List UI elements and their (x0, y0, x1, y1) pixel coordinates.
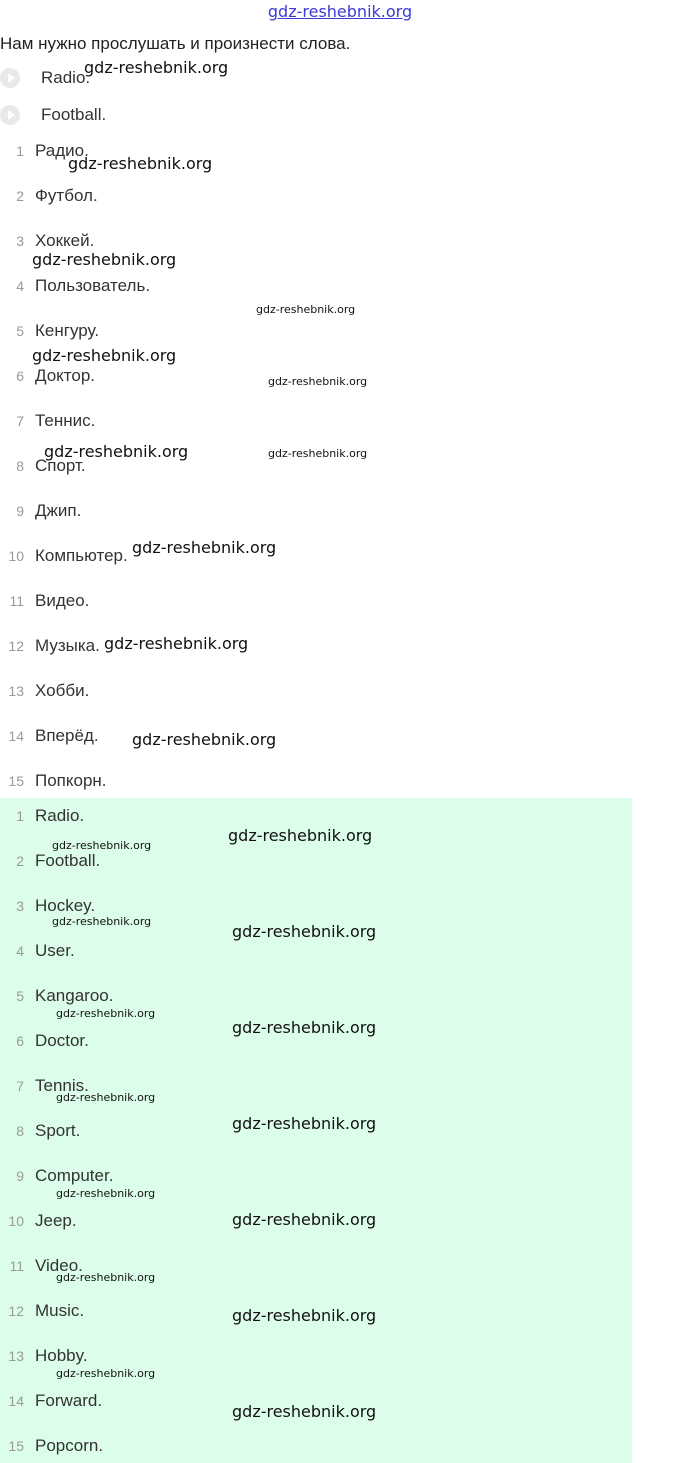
item-word: Forward. (35, 1391, 103, 1410)
list-item (0, 275, 150, 297)
item-word: Кенгуру. (35, 321, 100, 340)
list-item (0, 725, 99, 747)
item-number: 3 (16, 898, 24, 914)
watermark: gdz-reshebnik.org (84, 58, 229, 77)
watermark: gdz-reshebnik.org (232, 1018, 377, 1037)
item-number: 5 (16, 323, 24, 339)
item-number: 2 (16, 188, 24, 204)
item-number: 1 (16, 143, 24, 159)
item-number: 10 (8, 1213, 24, 1229)
list-item (0, 545, 128, 567)
list-item (0, 320, 99, 342)
item-word: Видео. (35, 591, 90, 610)
watermark: gdz-reshebnik.org (32, 250, 177, 269)
item-word: Вперёд. (35, 726, 99, 745)
item-word: Попкорн. (35, 771, 107, 790)
item-number: 8 (16, 458, 24, 474)
audio-item-football[interactable] (0, 104, 106, 126)
list-item (0, 985, 113, 1007)
watermark: gdz-reshebnik.org (56, 1187, 156, 1200)
item-number: 1 (16, 808, 24, 824)
item-number: 15 (8, 773, 24, 789)
item-number: 14 (8, 728, 24, 744)
item-number: 7 (16, 1078, 24, 1094)
item-word: Доктор. (35, 366, 96, 385)
list-item (0, 895, 95, 917)
watermark: gdz-reshebnik.org (56, 1091, 156, 1104)
item-word: Пользователь. (35, 276, 151, 295)
item-word: Tennis. (35, 1076, 89, 1095)
list-item (0, 500, 81, 522)
list-item (0, 850, 100, 872)
watermark: gdz-reshebnik.org (132, 730, 277, 749)
item-number: 7 (16, 413, 24, 429)
list-item (0, 410, 95, 432)
list-item (0, 365, 95, 387)
item-number: 14 (8, 1393, 24, 1409)
list-item (0, 590, 89, 612)
play-icon[interactable] (0, 105, 20, 125)
play-icon[interactable] (0, 68, 20, 88)
item-number: 6 (16, 368, 24, 384)
item-word: Компьютер. (35, 546, 128, 565)
list-item (0, 185, 98, 207)
watermark: gdz-reshebnik.org (256, 303, 356, 316)
item-number: 4 (16, 943, 24, 959)
list-item (0, 805, 84, 827)
item-word: Doctor. (35, 1031, 89, 1050)
item-number: 9 (16, 503, 24, 519)
watermark: gdz-reshebnik.org (52, 839, 152, 852)
item-word: Хоккей. (35, 231, 95, 250)
site-link[interactable]: gdz-reshebnik.org (267, 2, 413, 21)
list-item (0, 1030, 89, 1052)
item-word: Музыка. (35, 636, 100, 655)
item-word: User. (35, 941, 75, 960)
item-word: Теннис. (35, 411, 96, 430)
list-item (0, 230, 94, 252)
item-word: Music. (35, 1301, 85, 1320)
item-number: 12 (8, 1303, 24, 1319)
list-item (0, 770, 107, 792)
item-word: Hobby. (35, 1346, 88, 1365)
item-number: 15 (8, 1438, 24, 1454)
watermark: gdz-reshebnik.org (32, 346, 177, 365)
audio-label: Football. (41, 105, 107, 124)
item-number: 9 (16, 1168, 24, 1184)
list-item (0, 1210, 77, 1232)
audio-item-radio[interactable] (0, 67, 90, 89)
list-item (0, 940, 75, 962)
list-item (0, 1165, 113, 1187)
item-word: Хобби. (35, 681, 90, 700)
watermark: gdz-reshebnik.org (268, 447, 368, 460)
item-number: 6 (16, 1033, 24, 1049)
item-number: 11 (9, 593, 24, 609)
watermark: gdz-reshebnik.org (104, 634, 249, 653)
item-word: Hockey. (35, 896, 96, 915)
item-word: Jeep. (35, 1211, 77, 1230)
list-item (0, 1300, 84, 1322)
item-number: 3 (16, 233, 24, 249)
watermark: gdz-reshebnik.org (68, 154, 213, 173)
watermark: gdz-reshebnik.org (56, 1007, 156, 1020)
item-number: 11 (9, 1258, 24, 1274)
item-number: 5 (16, 988, 24, 1004)
watermark: gdz-reshebnik.org (132, 538, 277, 557)
item-number: 13 (8, 1348, 24, 1364)
watermark: gdz-reshebnik.org (232, 1306, 377, 1325)
watermark: gdz-reshebnik.org (44, 442, 189, 461)
item-word: Sport. (35, 1121, 81, 1140)
watermark: gdz-reshebnik.org (228, 826, 373, 845)
item-word: Video. (35, 1256, 83, 1275)
item-number: 4 (16, 278, 24, 294)
watermark: gdz-reshebnik.org (56, 1271, 156, 1284)
item-word: Радио. (35, 141, 89, 160)
watermark: gdz-reshebnik.org (232, 1114, 377, 1133)
item-word: Футбол. (35, 186, 98, 205)
list-item (0, 1345, 88, 1367)
item-word: Джип. (35, 501, 82, 520)
audio-label: Radio. (41, 68, 91, 87)
task-instruction: Нам нужно прослушать и произнести слова. (0, 34, 351, 53)
watermark: gdz-reshebnik.org (232, 1402, 377, 1421)
list-item (0, 1120, 80, 1142)
item-number: 2 (16, 853, 24, 869)
list-item (0, 1435, 103, 1457)
watermark: gdz-reshebnik.org (232, 922, 377, 941)
list-item (0, 1390, 102, 1412)
watermark: gdz-reshebnik.org (268, 375, 368, 388)
item-number: 12 (8, 638, 24, 654)
watermark: gdz-reshebnik.org (52, 915, 152, 928)
item-word: Radio. (35, 806, 85, 825)
watermark: gdz-reshebnik.org (232, 1210, 377, 1229)
list-item (0, 635, 100, 657)
item-word: Football. (35, 851, 101, 870)
item-number: 10 (8, 548, 24, 564)
item-number: 13 (8, 683, 24, 699)
item-word: Спорт. (35, 456, 86, 475)
list-item (0, 680, 89, 702)
item-word: Popcorn. (35, 1436, 104, 1455)
watermark: gdz-reshebnik.org (56, 1367, 156, 1380)
item-word: Kangaroo. (35, 986, 114, 1005)
item-number: 8 (16, 1123, 24, 1139)
item-word: Computer. (35, 1166, 114, 1185)
